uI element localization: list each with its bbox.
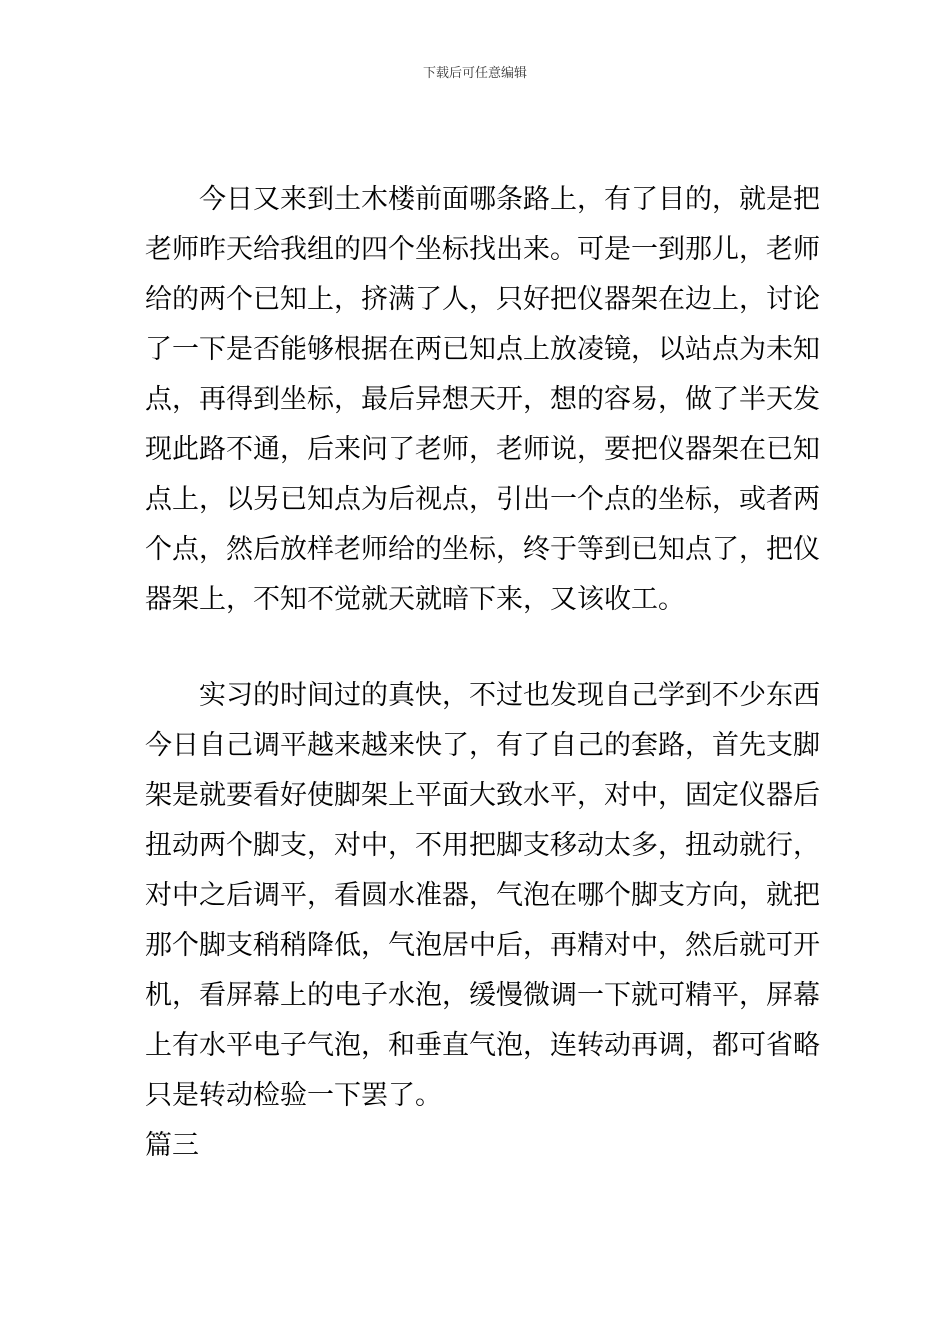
paragraph-line: 今日自己调平越来越来快了，有了自己的套路，首先支脚 [145, 730, 820, 761]
paragraph-line: 那个脚支稍稍降低，气泡居中后，再精对中，然后就可开 [145, 930, 820, 961]
page-header: 下载后可任意编辑 [422, 66, 527, 81]
paragraph-1 [145, 175, 820, 625]
paragraph-line: 器架上，不知不觉就天就暗下来，又该收工。 [145, 584, 685, 615]
paragraph-line: 对中之后调平，看圆水准器，气泡在哪个脚支方向，就把 [145, 880, 820, 911]
paragraph-line: 只是转动检验一下罢了。 [145, 1080, 442, 1111]
paragraph-line: 给的两个已知上，挤满了人，只好把仪器架在边上，讨论 [145, 284, 820, 315]
paragraph-line: 上有水平电子气泡，和垂直气泡，连转动再调，都可省略 [145, 1030, 820, 1061]
paragraph-line: 个点，然后放样老师给的坐标，终于等到已知点了，把仪 [145, 534, 820, 565]
paragraph-line: 架是就要看好使脚架上平面大致水平，对中，固定仪器后 [145, 780, 820, 811]
section-heading-block [145, 1121, 807, 1171]
paragraph-line: 点上，以另已知点为后视点，引出一个点的坐标，或者两 [145, 484, 820, 515]
paragraph-line: 了一下是否能够根据在两已知点上放凌镜，以站点为未知 [145, 334, 820, 365]
paragraph-line: 现此路不通，后来问了老师，老师说，要把仪器架在已知 [145, 434, 820, 465]
paragraph-2 [145, 671, 820, 1121]
paragraph-line: 老师昨天给我组的四个坐标找出来。可是一到那儿，老师 [145, 234, 820, 265]
section-title: 篇三 [145, 1130, 199, 1161]
paragraph-line: 实习的时间过的真快，不过也发现自己学到不少东西 [145, 680, 820, 711]
paragraph-line: 扭动两个脚支，对中，不用把脚支移动太多，扭动就行， [145, 830, 820, 861]
paragraph-line: 机，看屏幕上的电子水泡，缓慢微调一下就可精平，屏幕 [145, 980, 820, 1011]
paragraph-line: 今日又来到土木楼前面哪条路上，有了目的，就是把 [145, 184, 820, 215]
paragraph-line: 点，再得到坐标，最后异想天开，想的容易，做了半天发 [145, 384, 820, 415]
